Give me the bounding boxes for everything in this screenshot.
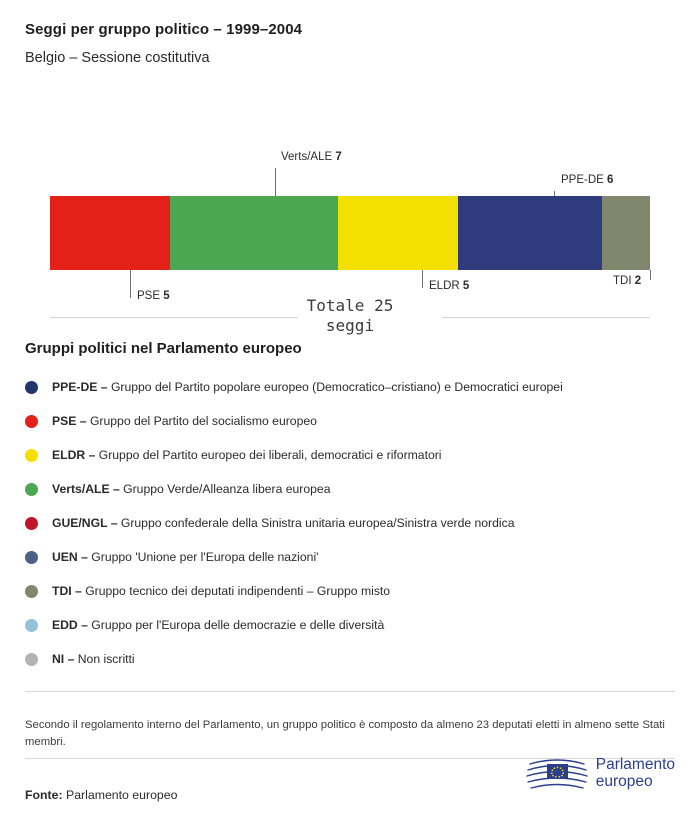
total-seats-line2: seggi [325, 316, 375, 336]
bar-label-eldr: ELDR 5 [429, 280, 470, 292]
legend-label-tdi [52, 584, 390, 598]
total-seats [25, 296, 675, 338]
source-line [25, 788, 177, 802]
ep-wordmark [596, 756, 675, 791]
page-title: Seggi per gruppo politico – 1999–2004 [25, 21, 303, 38]
ep-flag-icon [526, 752, 588, 794]
legend-dot-ppe-de [25, 381, 38, 394]
legend-item-pse [25, 404, 675, 438]
legend-item-ppe-de [25, 370, 675, 404]
legend-title: Gruppi politici nel Parlamento europeo [25, 340, 302, 357]
legend-label-uen [52, 550, 318, 564]
legend-desc-eldr: Gruppo del Partito europeo dei liberali, democratici e riformatori [98, 448, 442, 462]
bar-tick-eldr [422, 270, 423, 288]
source-label: Fonte: [25, 788, 63, 802]
legend-item-verts-ale [25, 472, 675, 506]
legend-dot-gue-ngl [25, 517, 38, 530]
legend-label-verts-ale [52, 482, 330, 496]
european-parliament-logo [526, 751, 675, 795]
legend-abbr-gue-ngl: GUE/NGL – [52, 516, 118, 530]
stacked-bar [50, 196, 650, 270]
legend-item-ni [25, 642, 675, 676]
legend-list [25, 370, 675, 676]
legend-desc-gue-ngl: Gruppo confederale della Sinistra unitaria europea/Sinistra verde nordica [120, 516, 515, 530]
bar-segment-pse [50, 196, 170, 270]
legend-dot-tdi [25, 585, 38, 598]
seats-bar-chart [25, 118, 675, 302]
bar-tick-pse [130, 270, 131, 298]
legend-abbr-eldr: ELDR – [52, 448, 96, 462]
legend-label-edd [52, 618, 384, 632]
total-seats-text [25, 296, 675, 337]
footer-divider-top [25, 691, 675, 692]
legend-label-ni [52, 652, 135, 666]
bar-tick-tdi [650, 270, 651, 280]
legend-desc-ppe-de: Gruppo del Partito popolare europeo (Democratico–cristiano) e Democratici europei [110, 380, 563, 394]
legend-abbr-verts-ale: Verts/ALE – [52, 482, 120, 496]
footnote: Secondo il regolamento interno del Parlamento, un gruppo politico è composto da almeno 23 deputati eletti in almeno sette Stati membri. [25, 719, 665, 749]
legend-dot-ni [25, 653, 38, 666]
legend-desc-tdi: Gruppo tecnico dei deputati indipendenti – Gruppo misto [85, 584, 391, 598]
legend-abbr-pse: PSE – [52, 414, 87, 428]
legend-item-edd [25, 608, 675, 642]
legend-label-ppe-de [52, 380, 563, 394]
legend-label-eldr [52, 448, 442, 462]
page-subtitle: Belgio – Sessione costitutiva [25, 50, 210, 66]
legend-abbr-ppe-de: PPE-DE – [52, 380, 108, 394]
bar-segment-ppe-de [458, 196, 602, 270]
bar-label-tdi: TDI 2 [613, 275, 642, 287]
legend-dot-edd [25, 619, 38, 632]
legend-abbr-edd: EDD – [52, 618, 88, 632]
legend-desc-verts-ale: Gruppo Verde/Alleanza libera europea [123, 482, 331, 496]
legend-dot-verts-ale [25, 483, 38, 496]
legend-dot-uen [25, 551, 38, 564]
legend-item-tdi [25, 574, 675, 608]
legend-desc-edd: Gruppo per l'Europa delle democrazie e delle diversità [91, 618, 385, 632]
legend-abbr-ni: NI – [52, 652, 75, 666]
legend-dot-pse [25, 415, 38, 428]
legend-desc-pse: Gruppo del Partito del socialismo europeo [89, 414, 317, 428]
bar-segment-eldr [338, 196, 458, 270]
bar-tick-verts-ale [275, 168, 276, 196]
legend-label-gue-ngl [52, 516, 514, 530]
bar-label-verts-ale: Verts/ALE 7 [281, 151, 342, 163]
legend-label-pse [52, 414, 317, 428]
total-seats-line1: Totale 25 [306, 296, 394, 315]
legend-item-uen [25, 540, 675, 574]
legend-abbr-uen: UEN – [52, 550, 88, 564]
legend-abbr-tdi: TDI – [52, 584, 82, 598]
bar-segment-tdi [602, 196, 650, 270]
bar-label-ppe-de: PPE-DE 6 [561, 174, 614, 186]
ep-wordmark-line1: Parlamento [595, 755, 675, 773]
legend-dot-eldr [25, 449, 38, 462]
bar-label-pse: PSE 5 [137, 290, 170, 302]
ep-wordmark-line2: europeo [595, 773, 653, 790]
legend-item-gue-ngl [25, 506, 675, 540]
legend-item-eldr [25, 438, 675, 472]
legend-desc-uen: Gruppo 'Unione per l'Europa delle nazioni' [91, 550, 319, 564]
source-value: Parlamento europeo [66, 788, 178, 802]
legend-desc-ni: Non iscritti [77, 652, 135, 666]
bar-segment-verts-ale [170, 196, 338, 270]
